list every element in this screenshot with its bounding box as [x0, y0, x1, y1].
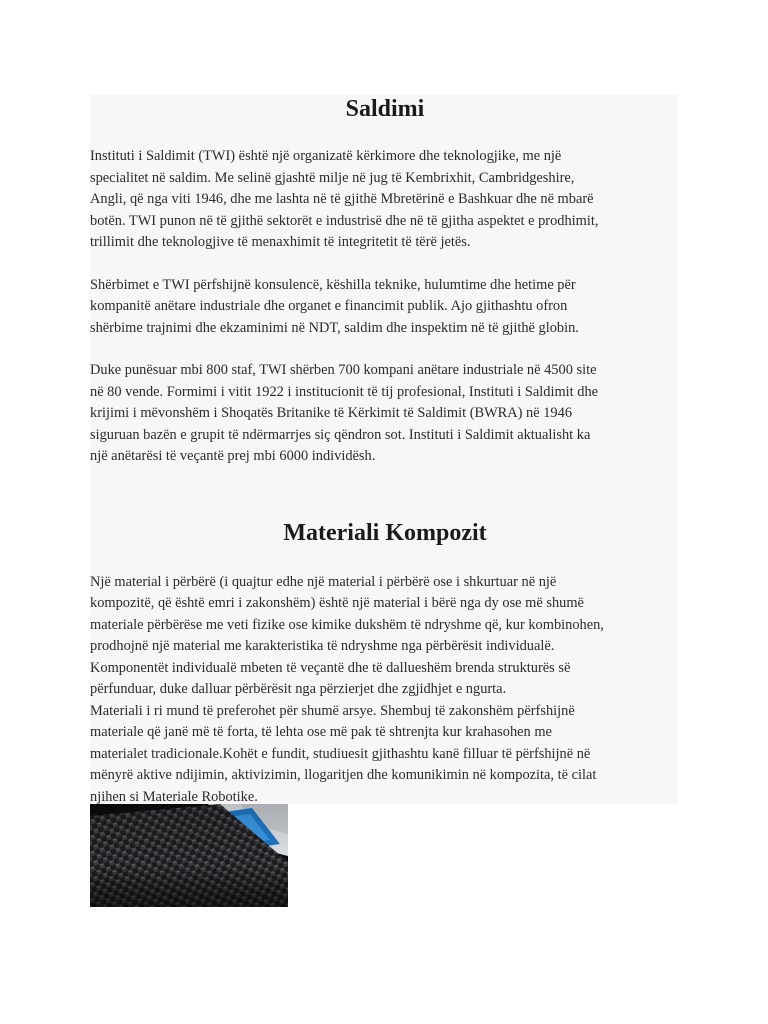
text-line: trillimit dhe teknologjive të menaxhimit të integritetit të tërë jetës.	[90, 234, 471, 250]
paragraph-twi-staff	[90, 360, 680, 468]
text-line: Duke punësuar mbi 800 staf, TWI shërben 700 kompani anëtare industriale në 4500 site	[90, 362, 597, 378]
text-line: një anëtarësi të veçantë prej mbi 6000 individësh.	[90, 448, 376, 464]
text-line: Komponentët individualë mbeten të veçantë dhe të dallueshëm brenda strukturës së	[90, 659, 571, 676]
text-line: shërbime trajnimi dhe ekzaminimi në NDT, saldim dhe inspektim në të gjithë globin.	[90, 319, 579, 336]
text-line: materiale përbërëse me veti fizike ose kimike dukshëm të ndryshme që, kur kombinohen,	[90, 616, 604, 633]
section-title-saldimi: Saldimi	[345, 96, 425, 122]
carbon-fiber-photo	[90, 804, 288, 907]
text-line: përfunduar, duke dalluar përbërësit nga përzierjet dhe zgjidhjet e ngurta.	[90, 681, 507, 697]
text-line: kompozitë, që është emri i zakonshëm) është një material i bërë nga dy ose më shumë	[90, 595, 584, 611]
text-line: krijimi i mëvonshëm i Shoqatës Britanike të Kërkimit të Saldimit (BWRA) në 1946	[90, 405, 573, 421]
text-line: Instituti i Saldimit (TWI) është një organizatë kërkimore dhe teknologjike, me një	[90, 148, 562, 164]
text-line: materialet tradicionale.Kohët e fundit, studiuesit gjithashtu kanë filluar të përfshijnë në	[90, 745, 591, 762]
section-title-materiali-kompozit: Materiali Kompozit	[283, 519, 487, 546]
text-line: specialitet në saldim. Me selinë gjashtë milje në jug të Kembrixhit, Cambridgeshire,	[90, 169, 575, 186]
text-line: botën. TWI punon në të gjithë sektorët e industrisë dhe në të gjitha aspektet e prodhimit,	[90, 212, 599, 229]
text-line: prodhojnë një material me karakteristika të ndryshme nga përbërësit individualë.	[90, 638, 555, 654]
document-content	[90, 94, 680, 808]
text-line: Materiali i ri mund të preferohet për shumë arsye. Shembuj të zakonshëm përfshijnë	[90, 702, 575, 719]
text-line: në 80 vende. Formimi i vitit 1922 i institucionit të tij profesional, Instituti i Saldimit dhe	[90, 383, 599, 400]
text-line: Një material i përbërë (i quajtur edhe një material i përbërë ose i shkurtuar në një	[90, 573, 557, 590]
text-line: kompanitë anëtare industriale dhe organet e financimit publik. Ajo gjithashtu ofron	[90, 298, 568, 314]
paragraph-twi-services	[90, 275, 680, 340]
text-line: Angli, që nga viti 1946, dhe me lashta në të gjithë Mbretërinë e Bashkuar dhe në mbarë	[90, 191, 594, 207]
paragraph-twi-intro	[90, 146, 680, 254]
text-line: materiale që janë më të forta, të lehta ose më pak të shtrenjta kur krahasohen me	[90, 724, 552, 740]
text-line: mënyrë aktive ndijimin, aktivizimin, llogaritjen dhe komunikimin në kompozita, të cilat	[90, 767, 597, 783]
text-line: Shërbimet e TWI përfshijnë konsulencë, këshilla teknike, hulumtime dhe hetime për	[90, 276, 576, 293]
text-line: njihen si Materiale Robotike.	[90, 788, 258, 805]
text-line: siguruan bazën e grupit të ndërmarrjes siç qëndron sot. Instituti i Saldimit aktualisht ka	[90, 426, 591, 443]
paragraph-composite	[90, 572, 680, 809]
